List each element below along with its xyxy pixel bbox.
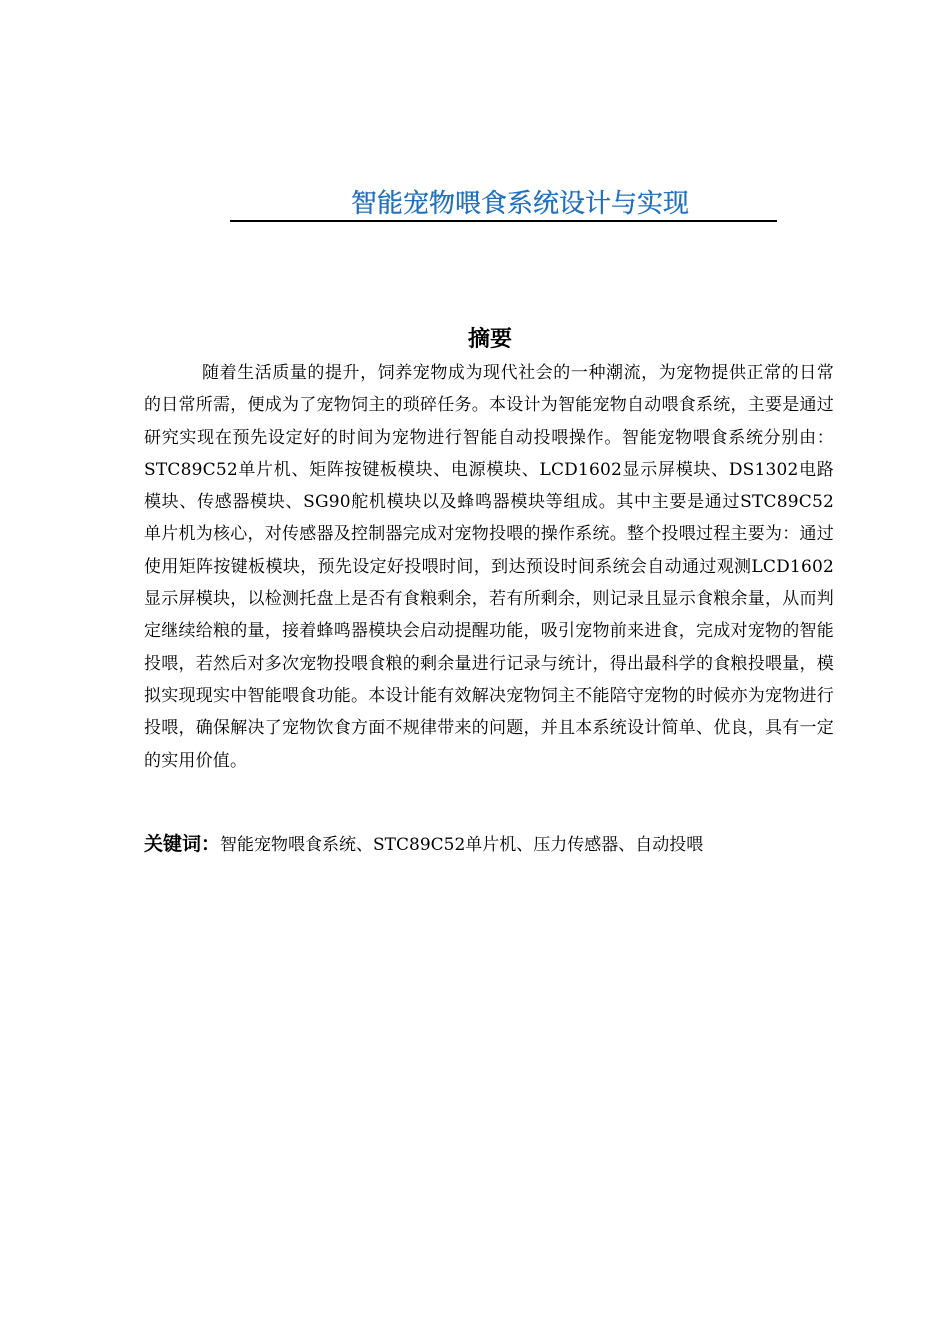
title-underline <box>230 220 777 222</box>
abstract-paragraph: 随着生活质量的提升，饲养宠物成为现代社会的一种潮流，为宠物提供正常的日常的日常所需，便成为了宠物饲主的琐碎任务。本设计为智能宠物自动喂食系统，主要是通过研究实现在预先设定好的时间为宠物进行智能自动投喂操作。智能宠物喂食系统分别由：STC89C52单片机、矩阵按键板模块、电源模块、LCD1602显示屏模块、DS1302电路模块、传感器模块、SG90舵机模块以及蜂鸣器模块等组成。其中主要是通过STC89C52单片机为核心，对传感器及控制器完成对宠物投喂的操作系统。整个投喂过程主要为：通过使用矩阵按键板模块，预先设定好投喂时间，到达预设时间系统会自动通过观测LCD1602显示屏模块，以检测托盘上是否有食粮剩余，若有所剩余，则记录且显示食粮余量，从而判定继续给粮的量，接着蜂鸣器模块会启动提醒功能，吸引宠物前来进食，完成对宠物的智能投喂，若然后对多次宠物投喂食粮的剩余量进行记录与统计，得出最科学的食粮投喂量，模拟实现现实中智能喂食功能。本设计能有效解决宠物饲主不能陪守宠物的时候亦为宠物进行投喂，确保解决了宠物饮食方面不规律带来的问题，并且本系统设计简单、优良，具有一定的实用价值。 <box>144 363 834 771</box>
title-block <box>230 186 777 222</box>
abstract-heading: 摘要 <box>467 327 512 352</box>
document-title: 智能宠物喂食系统设计与实现 <box>350 189 689 219</box>
keywords-text: 智能宠物喂食系统、STC89C52单片机、压力传感器、自动投喂 <box>220 835 704 855</box>
keywords-label: 关键词： <box>144 833 221 855</box>
keywords-line <box>144 830 834 859</box>
